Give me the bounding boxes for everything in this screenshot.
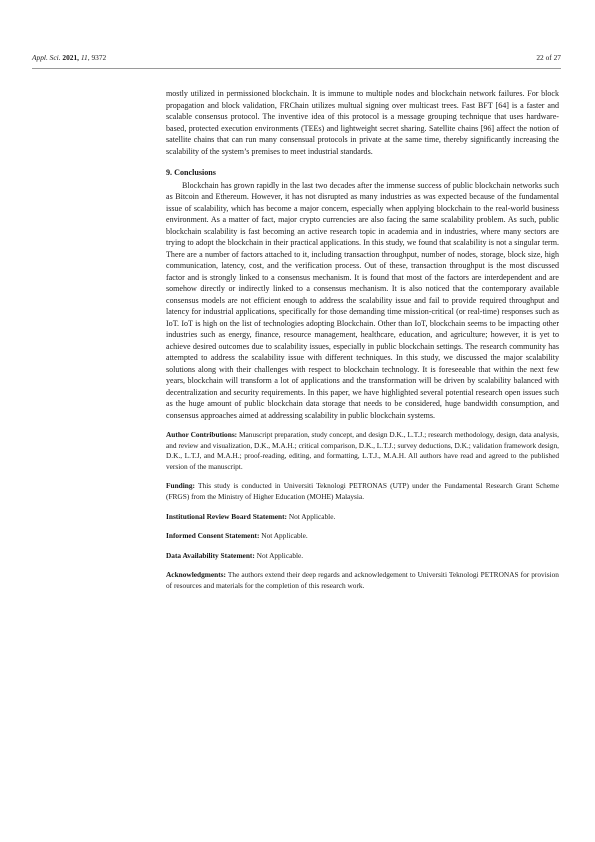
conclusion-paragraph: Blockchain has grown rapidly in the last two decades after the immense success of public blockchain networks such as Bitcoin and Ethereum. However, it has not disrupted as many industries as was expected because of the fundamental issue of scalability, which has become a major concern, especially when applying blockchain to the real-world business environment. As a matter of fact, major crypto currencies are also facing the same scalability problem. As such, public blockchain scalability is fast becoming an active research topic in academia and in industries, where many sectors are trying to adopt the blockchain in their practical applications. In this study, we found that scalability is not a singular term. There are a number of factors attached to it, including transaction throughput, number of nodes, storage, block size, high communication, latency, cost, and the verification process. Out of these, transaction throughput is the most discussed factor and is strongly linked to a consensus mechanism. It is found that most of the factors are interdependent and are somehow directly or indirectly linked to a consensus mechanism. It is also noticed that the contemporary available consensus models are not efficient enough to address the scalability issue and fail to provide required throughput and latency for industrial applications, specifically for those demanding time mission-critical (or real-time) responses such as IoT. IoT is high on the list of technologies adopting Blockchain. Other than IoT, blockchain seems to be impacting other industries such as energy, finance, resource management, healthcare, education, and agriculture; however, it is yet to achieve desired outcomes due to scalability issues, especially in public blockchain settings. The research community has attempted to address the scalability issue with different techniques. In this study, we discussed the major scalability solutions along with their challenges with respect to blockchain technology. It is foreseeable that within the next few years, blockchain will transform a lot of applications and the transformation will be driven by scalability balanced with decentralization and security requirements. In this paper, we have highlighted several potential research open issues such as the huge amount of public blockchain data storage that needs to be considered, huge bandwidth consumption, and consensus approaches aimed at addressing scalability in public blockchain systems. [166, 180, 559, 420]
header-rule [32, 68, 561, 69]
consent-label: Informed Consent Statement: [166, 531, 260, 541]
intro-paragraph: mostly utilized in permissioned blockchain. It is immune to multiple nodes and blockchain network failures. For block propagation and block validation, FRChain utilizes multual signing over multicast trees. Fast BFT [64] is a faster and scalable consensus protocol. The inventive idea of this protocol is a message grouping technique that uses hardware-based, protected execution environments (TEEs) and lightweight secret sharing. Satellite chains [96] affect the notion of satellite chains that can run many consensual protocols in private at the same time, thereby significantly increasing the scalability of the system’s premises to meet industrial standards. [166, 89, 559, 156]
running-header [32, 52, 561, 64]
irb-statement [166, 512, 559, 523]
data-availability-label: Data Availability Statement: [166, 550, 255, 560]
page-number: 22 of 27 [536, 53, 561, 62]
author-contributions [166, 430, 559, 472]
consent-text: Not Applicable. [261, 531, 308, 541]
funding-text: This study is conducted in Universiti Teknologi PETRONAS (UTP) under the Fundamental Research Grant Scheme (FRGS) from the Ministry of Higher Education (MOHE) Malaysia. [166, 481, 559, 501]
data-availability-statement [166, 551, 559, 562]
author-contributions-label: Author Contributions: [166, 430, 238, 439]
journal-year: 2021, [62, 53, 80, 62]
journal-citation [32, 52, 106, 64]
irb-text: Not Applicable. [288, 511, 336, 521]
acknowledgments [166, 570, 559, 591]
funding-statement [166, 481, 559, 502]
author-contributions-text: Manuscript preparation, study concept, and design D.K., L.T.J.; research methodology, design, data analysis, and review and visualization, D.K., M.A.H.; critical comparison, D.K., L.T.J.; survey deductions, D.K.; validation framework design, D.K., L.T.J, and M.A.H.; proof-reading, editing, and formatting, L.T.J., M.A.H. All authors have read and agreed to the published version of the manuscript. [166, 430, 559, 471]
article-number: 9372 [91, 53, 107, 62]
main-content [166, 88, 559, 592]
section-heading: 9. Conclusions [166, 168, 216, 177]
acknowledgments-label: Acknowledgments: [166, 570, 226, 580]
data-availability-text: Not Applicable. [256, 550, 304, 560]
irb-label: Institutional Review Board Statement: [166, 511, 287, 521]
consent-statement [166, 531, 559, 542]
journal-volume: 11, [80, 53, 90, 62]
journal-name: Appl. Sci. [32, 53, 61, 62]
acknowledgments-text: The authors extend their deep regards and acknowledgement to Universiti Teknologi PETRONAS for provision of resources and materials for the completion of this research work. [166, 570, 559, 590]
funding-label: Funding: [166, 481, 195, 491]
